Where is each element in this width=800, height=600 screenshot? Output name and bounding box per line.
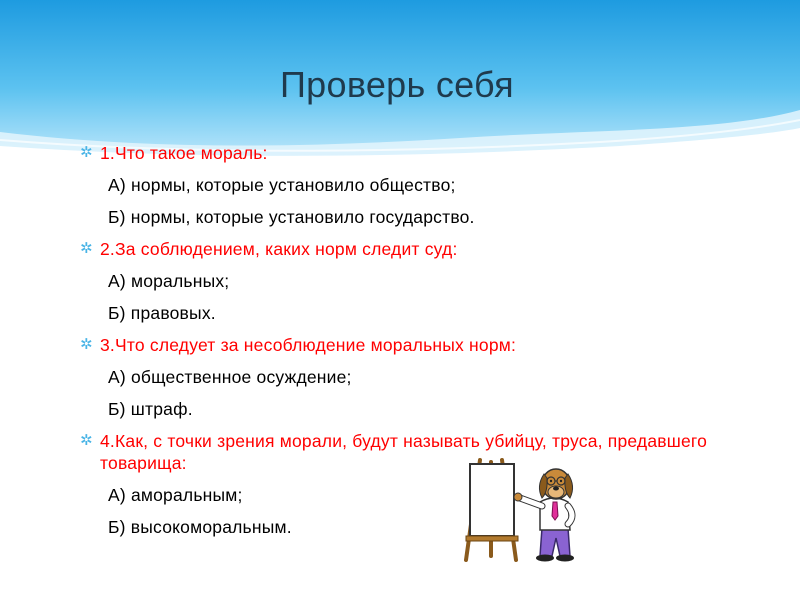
question-text: 3.Что следует за несоблюдение моральных норм: — [100, 335, 517, 355]
answer-option: А) моральных; — [108, 271, 230, 291]
question-text: 1.Что такое мораль: — [100, 143, 268, 163]
answer-option: Б) штраф. — [108, 399, 193, 419]
answer-option: Б) нормы, которые установило государство. — [108, 207, 475, 227]
answer-option: Б) высокоморальным. — [108, 517, 292, 537]
star-bullet-icon: ✲ — [80, 432, 93, 449]
answer-option: А) аморальным; — [108, 485, 243, 505]
star-bullet-icon: ✲ — [80, 336, 93, 353]
question-2 — [80, 238, 740, 260]
dog-teacher-illustration — [456, 452, 586, 564]
question-text: 2.За соблюдением, каких норм следит суд: — [100, 239, 458, 259]
star-bullet-icon: ✲ — [80, 144, 93, 161]
answer-option: Б) правовых. — [108, 303, 216, 323]
slide-title: Проверь себя — [280, 64, 514, 105]
answer-option: А) общественное осуждение; — [108, 367, 352, 387]
question-4 — [80, 430, 740, 474]
answer-option: А) нормы, которые установило общество; — [108, 175, 456, 195]
star-bullet-icon: ✲ — [80, 240, 93, 257]
quiz-list — [80, 142, 740, 538]
question-text: 4.Как, с точки зрения морали, будут называть убийцу, труса, предавшего товарища: — [100, 431, 708, 473]
question-1 — [80, 142, 740, 164]
question-3 — [80, 334, 740, 356]
